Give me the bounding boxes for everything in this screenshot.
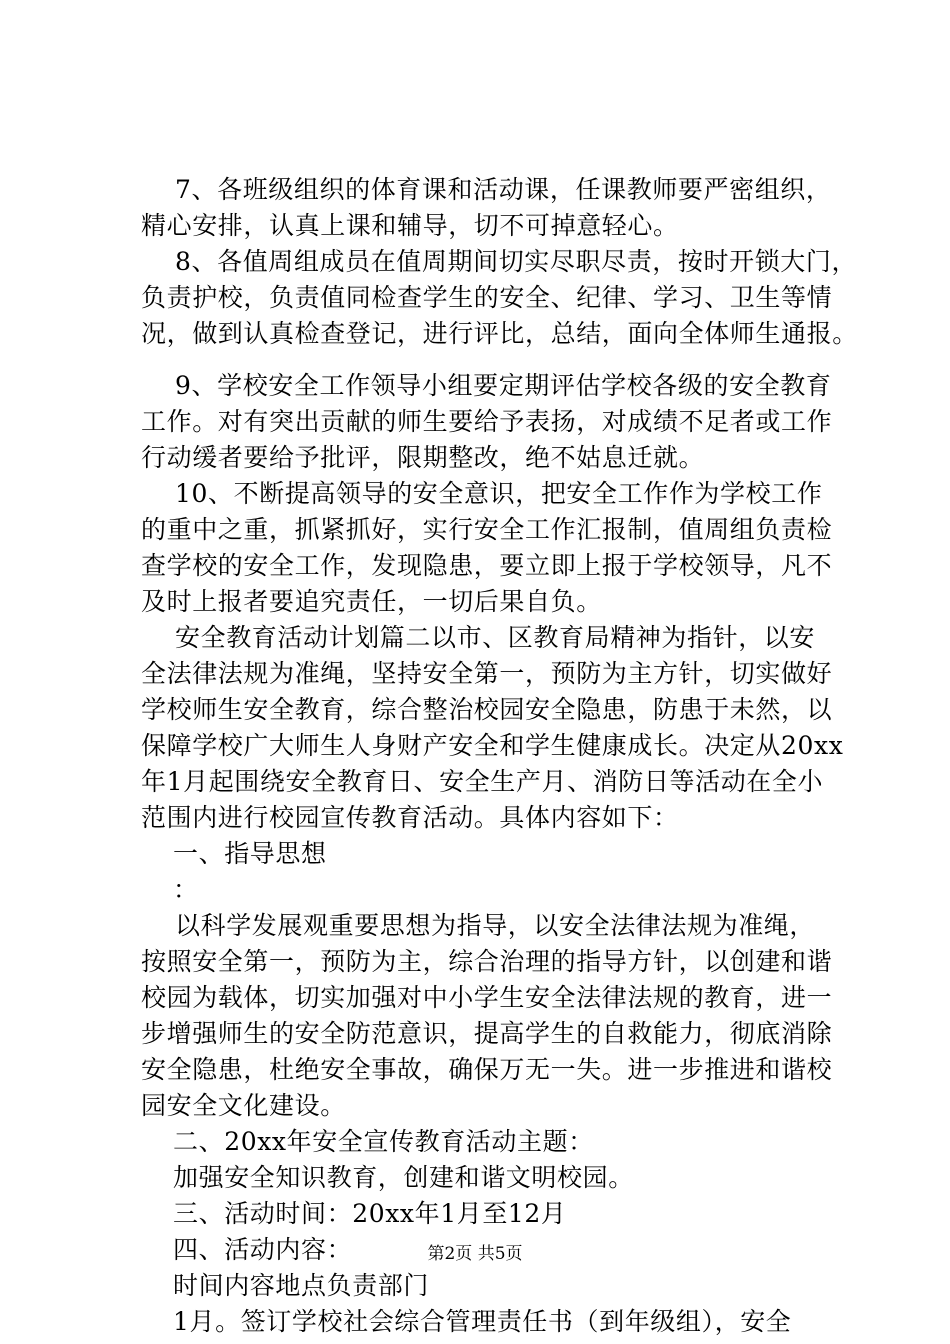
text-line: 况，做到认真检查登记，进行评比，总结，面向全体师生通报。 (141, 319, 858, 348)
text-line: 校园为载体，切实加强对中小学生安全法律法规的教育，进一 (141, 983, 833, 1012)
text-line: 以科学发展观重要思想为指导，以安全法律法规为准绳， (175, 911, 816, 940)
text-line: 行动缓者要给予批评，限期整改，绝不姑息迁就。 (141, 443, 705, 472)
text-line: 范围内进行校园宣传教育活动。具体内容如下： (141, 803, 679, 832)
text-line: 按照安全第一，预防为主，综合治理的指导方针，以创建和谐 (141, 947, 833, 976)
text-line: 步增强师生的安全防范意识，提高学生的自救能力，彻底消除 (141, 1019, 833, 1048)
section-heading: 一、指导思想 (173, 839, 327, 868)
text-line: 全法律法规为准绳，坚持安全第一，预防为主方针，切实做好 (141, 659, 833, 688)
section-heading: 三、活动时间：20xx年1月至12月 (173, 1199, 567, 1228)
page-number-footer: 第2页 共5页 (427, 1244, 523, 1264)
paragraph-gap (141, 352, 861, 368)
text-line: 1月。签订学校社会综合管理责任书（到年级组），安全 (173, 1307, 792, 1336)
text-line: ： (173, 875, 199, 904)
text-line: 及时上报者要追究责任，一切后果自负。 (141, 587, 602, 616)
text-line: 年1月起围绕安全教育日、安全生产月、消防日等活动在全小 (141, 767, 824, 796)
text-line: 的重中之重，抓紧抓好，实行安全工作汇报制，值周组负责检 (141, 515, 833, 544)
text-line: 学校师生安全教育，综合整治校园安全隐患，防患于未然，以 (141, 695, 833, 724)
text-line: 时间内容地点负责部门 (173, 1271, 430, 1300)
text-line: 园安全文化建设。 (141, 1091, 346, 1120)
text-line: 安全隐患，杜绝安全事故，确保万无一失。进一步推进和谐校 (141, 1055, 833, 1084)
text-line: 9、学校安全工作领导小组要定期评估学校各级的安全教育 (175, 371, 832, 400)
text-line: 7、各班级组织的体育课和活动课，任课教师要严密组织， (175, 175, 832, 204)
section-heading: 二、20xx年安全宣传教育活动主题： (173, 1127, 594, 1156)
body-text (141, 172, 861, 1340)
text-line: 10、不断提高领导的安全意识，把安全工作作为学校工作 (175, 479, 823, 508)
text-line: 加强安全知识教育，创建和谐文明校园。 (173, 1163, 634, 1192)
text-line: 负责护校，负责值同检查学生的安全、纪律、学习、卫生等情 (141, 283, 833, 312)
text-line: 精心安排，认真上课和辅导，切不可掉意轻心。 (141, 211, 679, 240)
text-line: 保障学校广大师生人身财产安全和学生健康成长。决定从20xx (141, 731, 844, 760)
text-line: 安全教育活动计划篇二以市、区教育局精神为指针，以安 (175, 623, 816, 652)
text-line: 查学校的安全工作，发现隐患，要立即上报于学校领导，凡不 (141, 551, 833, 580)
section-heading: 四、活动内容： (173, 1235, 353, 1264)
text-line: 工作。对有突出贡献的师生要给予表扬，对成绩不足者或工作 (141, 407, 833, 436)
text-line: 8、各值周组成员在值周期间切实尽职尽责，按时开锁大门， (175, 247, 858, 276)
